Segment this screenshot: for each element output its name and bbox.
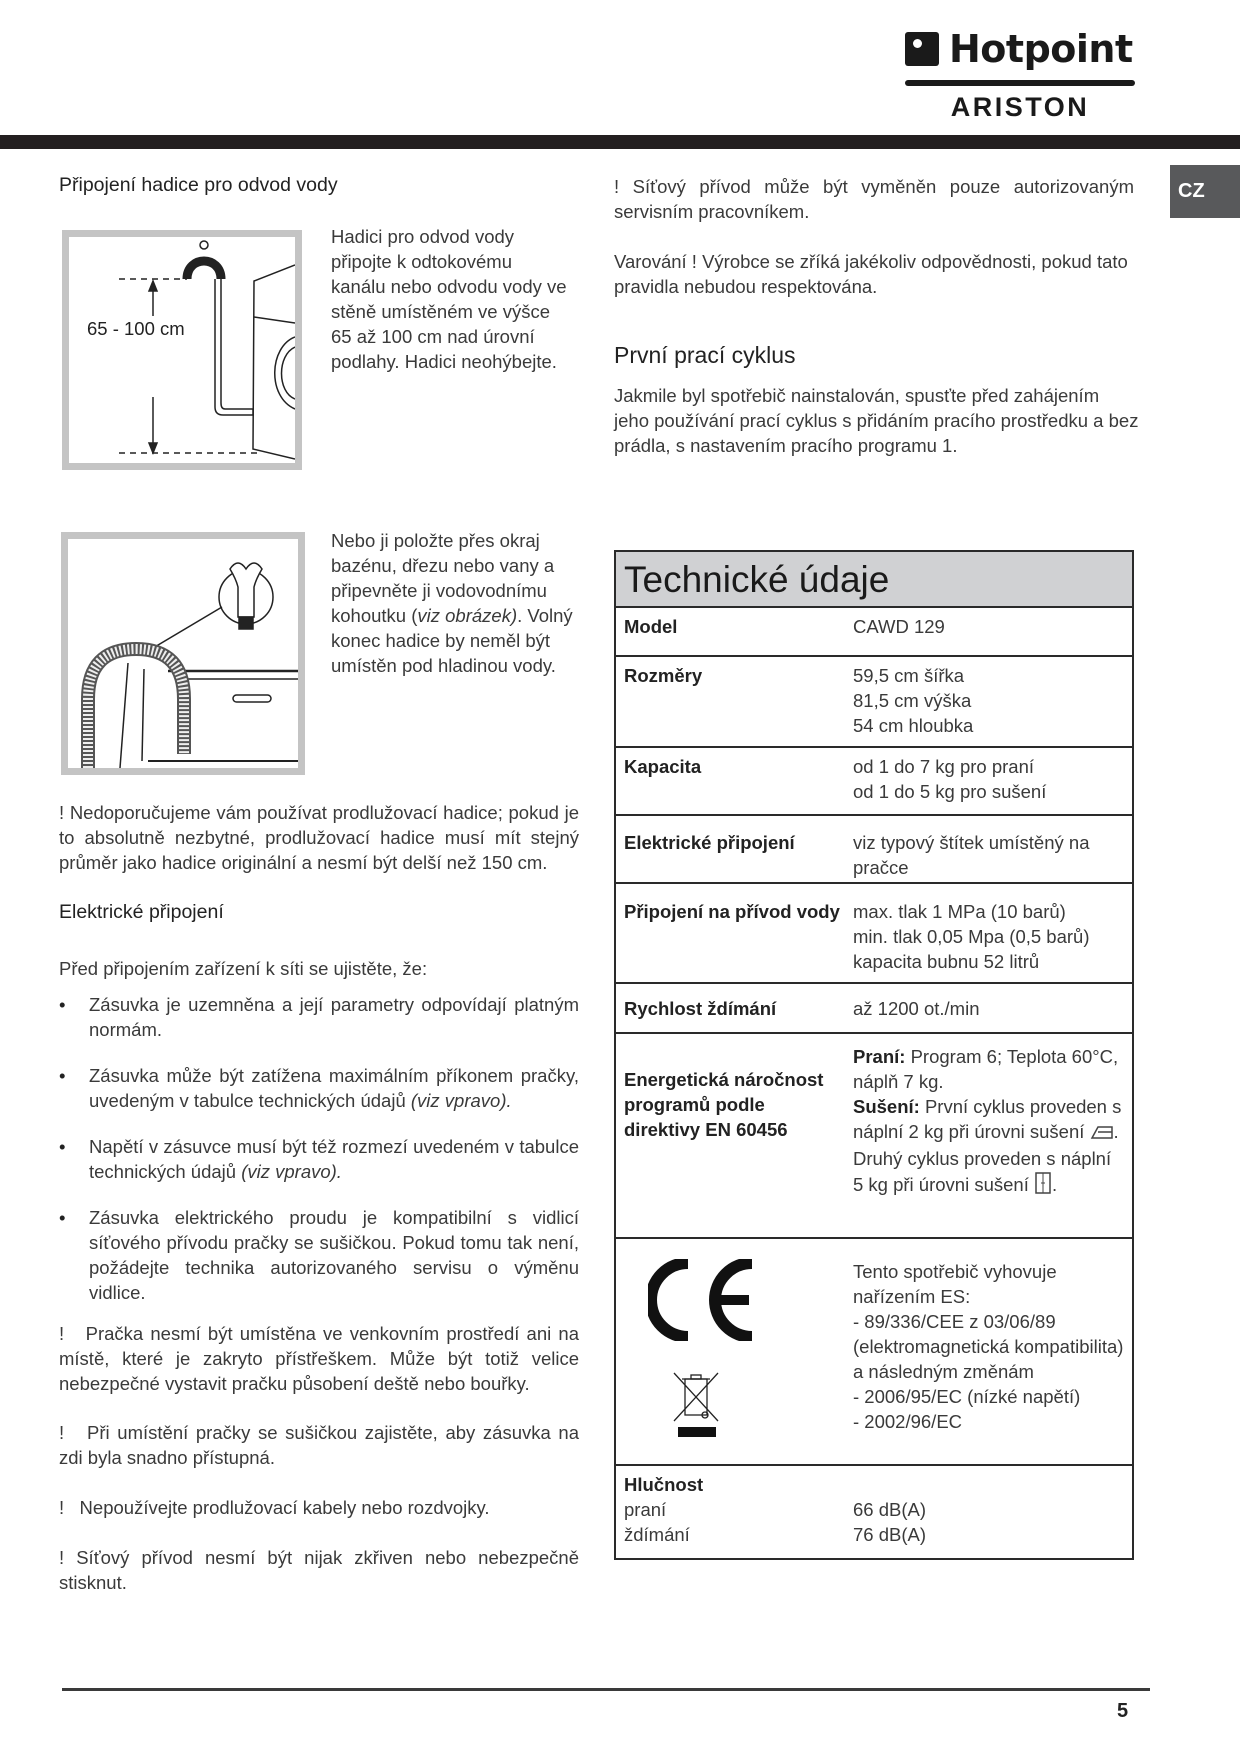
- compliance-intro: Tento spotřebič vyhovuje nařízením ES:: [853, 1261, 1057, 1307]
- noise-values: [853, 1466, 1132, 1558]
- table-row-noise: [616, 1466, 1132, 1558]
- row-label: Kapacita: [624, 756, 702, 777]
- noise-labels: [616, 1466, 853, 1558]
- row-label: Hlučnost: [624, 1474, 704, 1495]
- page-number: 5: [1117, 1700, 1129, 1722]
- drain-tap-figure: [61, 532, 305, 775]
- drain-hose-instructions: Hadici pro odvod vody připojte k odtokovému kanálu nebo odvodu vody ve stěně umístěném ve výšce 65 až 100 cm nad úrovní podlahy. Hadici neohýbejte.: [331, 226, 567, 372]
- drum-capacity: kapacita bubnu 52 litrů: [853, 951, 1040, 972]
- row-value: [853, 1034, 1132, 1237]
- cable-replacement-note: ! Síťový přívod může být vyměněn pouze autorizovaným servisním pracovníkem.: [614, 176, 1134, 222]
- hose-over-sink-illustration-icon: [68, 539, 298, 768]
- width-value: 59,5 cm šířka: [853, 665, 965, 686]
- row-value: viz typový štítek umístěný na pračce: [853, 832, 1090, 878]
- list-item: [59, 992, 579, 1042]
- language-tab: CZ: [1170, 165, 1240, 218]
- row-label: Energetická náročnost programů podle direktivy EN 60456: [624, 1069, 824, 1140]
- row-label: Připojení na přívod vody: [624, 901, 840, 922]
- technical-data-title: Technické údaje: [616, 552, 1132, 608]
- iron-dry-level-icon: [1090, 1121, 1114, 1146]
- logo-brand-name: Hotpoint: [949, 27, 1133, 71]
- emc-directive: - 89/336/CEE z 03/06/89 (elektromagnetická kompatibilita) a následným změnám: [853, 1311, 1124, 1382]
- wash-noise-label: praní: [624, 1499, 667, 1520]
- list-item-text: Zásuvka elektrického proudu je kompatibilní s vidlicí síťového přívodu pračky se sušičkou. Pokud tomu tak není, požádejte technika autorizovaného servisu o výměnu vidlice.: [89, 1207, 579, 1303]
- row-label: Rozměry: [624, 665, 703, 686]
- row-value: [853, 893, 1132, 982]
- table-row-capacity: [616, 748, 1132, 816]
- dry-capacity: od 1 do 5 kg pro sušení: [853, 781, 1047, 802]
- cross-reference: (viz vpravo).: [410, 1090, 512, 1111]
- figure-reference: viz obrázek): [417, 605, 518, 626]
- compliance-marks: [616, 1239, 853, 1464]
- list-item: [59, 1063, 579, 1113]
- wash-noise-value: 66 dB(A): [853, 1499, 927, 1520]
- table-row-model: [616, 608, 1132, 657]
- spin-noise-label: ždímání: [624, 1524, 690, 1545]
- text-segment: Nebo ji položte přes okraj bazénu, dřezu nebo vany a připevněte ji vodovodnímu kohoutku (: [331, 530, 555, 626]
- hotpoint-ariston-logo: [905, 26, 1135, 126]
- dry-label: Sušení:: [853, 1096, 920, 1117]
- text-segment: .: [1051, 1173, 1058, 1195]
- drain-hose-heading: Připojení hadice pro odvod vody: [59, 174, 338, 196]
- list-item: [59, 1205, 579, 1305]
- electric-checklist: [59, 992, 579, 1326]
- logo-rule: [905, 80, 1135, 86]
- first-wash-heading: První prací cyklus: [614, 342, 796, 368]
- electric-intro: Před připojením zařízení k síti se ujistěte, že:: [59, 958, 428, 979]
- list-item-text: Napětí v zásuvce musí být též rozmezí uvedeném v tabulce technických údajů: [89, 1136, 579, 1182]
- dry-conditions-1: První cyklus proveden s náplní 2 kg při úrovni sušení: [853, 1096, 1122, 1142]
- technical-data-table: [614, 550, 1134, 1560]
- socket-access-warning: ! Při umístění pračky se sušičkou zajistěte, aby zásuvka na zdi byla snadno přístupná.: [59, 1422, 585, 1468]
- cross-reference: (viz vpravo).: [241, 1161, 342, 1182]
- table-row-compliance: [616, 1239, 1132, 1466]
- list-item-text: Zásuvka je uzemněna a její parametry odpovídají platným normám.: [89, 994, 579, 1040]
- row-label: Model: [624, 616, 678, 637]
- height-value: 81,5 cm výška: [853, 690, 972, 711]
- no-extension-cable-warning: ! Nepoužívejte prodlužovací kabely nebo rozdvojky.: [59, 1497, 490, 1518]
- wash-capacity: od 1 do 7 kg pro praní: [853, 756, 1035, 777]
- row-value: [853, 748, 1132, 814]
- min-pressure: min. tlak 0,05 Mpa (0,5 barů): [853, 926, 1090, 947]
- outdoor-warning: ! Pračka nesmí být umístěna ve venkovním prostředí ani na místě, které je zakryto přístřeškem. Může být totiž velice nebezpečné vystavit pračku působení deště nebo bouřky.: [59, 1323, 585, 1394]
- depth-value: 54 cm hloubka: [853, 715, 974, 736]
- low-voltage-directive: - 2006/95/EC (nízké napětí): [853, 1386, 1081, 1407]
- first-wash-text: Jakmile byl spotřebič nainstalován, spusťte před zahájením jeho používání prací cyklus s přidáním pracího prostředku a bez prádla, s nastavením pracího programu 1.: [614, 385, 1139, 456]
- drain-height-figure: [62, 230, 302, 470]
- drain-height-illustration-icon: [69, 237, 295, 463]
- extension-hose-warning: ! Nedoporučujeme vám používat prodlužovací hadice; pokud je to absolutně nezbytné, prodlužovací hadice musí mít stejný průměr jako hadice originální a nesmí být delší než 150 cm.: [59, 802, 579, 873]
- header-bar: [0, 135, 1240, 149]
- row-value: až 1200 ot./min: [853, 998, 980, 1019]
- table-row-dimensions: [616, 657, 1132, 748]
- footer-rule: [62, 1688, 1150, 1691]
- table-row-electric: [616, 816, 1132, 884]
- text-segment: . Volný konec hadice by neměl být umístěn pod hladinou vody.: [331, 605, 573, 676]
- liability-warning: Varování ! Výrobce se zříká jakékoliv odpovědnosti, pokud tato pravidla nebudou respektována.: [614, 251, 1128, 297]
- row-value: CAWD 129: [853, 616, 945, 637]
- table-row-energy: [616, 1034, 1132, 1239]
- wash-label: Praní:: [853, 1046, 906, 1067]
- ce-mark-icon: [648, 1259, 758, 1341]
- list-item: [59, 1134, 579, 1184]
- row-value: [853, 657, 1132, 746]
- spin-noise-value: 76 dB(A): [853, 1524, 927, 1545]
- electric-connection-heading: Elektrické připojení: [59, 901, 224, 923]
- cupboard-dry-level-icon: [1034, 1171, 1052, 1201]
- row-label: Elektrické připojení: [624, 832, 795, 853]
- compliance-text: [853, 1239, 1132, 1464]
- table-row-spin: [616, 984, 1132, 1034]
- drain-hose-alternative-text: [331, 528, 581, 678]
- weee-directive: - 2002/96/EC: [853, 1411, 963, 1432]
- dry-conditions-2: . Druhý cyklus proveden s náplní 5 kg při úrovni sušení: [853, 1121, 1119, 1195]
- cable-damage-warning: ! Síťový přívod nesmí být nijak zkřiven nebo nebezpečně stisknut.: [59, 1547, 579, 1593]
- table-row-water: [616, 884, 1132, 984]
- wash-conditions: Program 6; Teplota 60°C, náplň 7 kg.: [853, 1046, 1119, 1092]
- logo-sub-brand: ARISTON: [950, 92, 1090, 122]
- max-pressure: max. tlak 1 MPa (10 barů): [853, 901, 1066, 922]
- list-item-text: Zásuvka může být zatížena maximálním příkonem pračky, uvedeným v tabulce technických údajů: [89, 1065, 579, 1111]
- weee-crossed-bin-icon: [671, 1371, 721, 1441]
- logo-mark-icon: [905, 32, 939, 66]
- row-label: Rychlost ždímání: [624, 998, 777, 1019]
- drain-height-label: 65 - 100 cm: [87, 316, 185, 342]
